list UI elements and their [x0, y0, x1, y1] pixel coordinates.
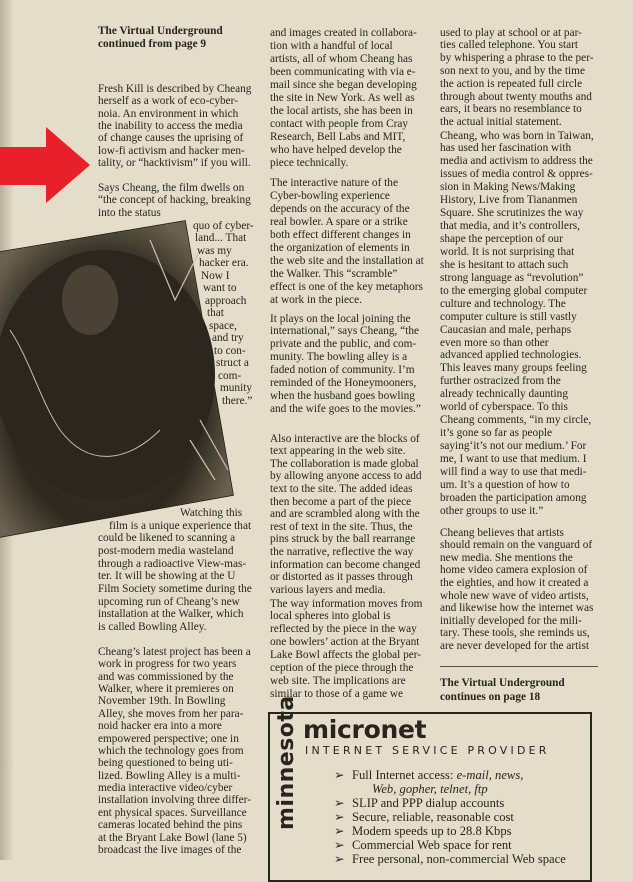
- text-line: installation at the Walker, which: [98, 608, 244, 621]
- text-line: who have helped develop the: [270, 143, 402, 156]
- ad-brand-logo: micronet: [303, 715, 427, 744]
- text-line: both effect different changes in: [270, 228, 411, 241]
- text-line: Research, Bell Labs and MIT,: [270, 130, 406, 143]
- text-line: um. It’s a question of how to: [440, 478, 570, 491]
- text-line: real bowler. A spare or a strike: [270, 215, 408, 228]
- text-line: hacker era.: [199, 257, 249, 270]
- text-line: “the concept of hacking, breaking: [98, 194, 251, 207]
- text-line: information can become changed: [270, 558, 421, 571]
- article-paragraph: [98, 182, 251, 220]
- text-line: the organization of elements in: [270, 241, 410, 254]
- article-paragraph: [270, 598, 422, 701]
- text-line: world of cyberspace. To this: [440, 401, 568, 414]
- text-line: Square. She scrutinizes the way: [440, 207, 584, 220]
- text-line: even more so than other: [440, 336, 549, 349]
- text-line: text to the site. The added ideas: [270, 483, 413, 496]
- text-line: Cyber-bowling experience: [270, 189, 390, 202]
- ad-item-text: Free personal, non-commercial Web space: [352, 852, 566, 866]
- article-paragraph: [270, 313, 421, 416]
- article-paragraph: [440, 130, 594, 518]
- article-paragraph: [440, 27, 594, 129]
- text-line: at work in the piece.: [270, 293, 362, 306]
- text-line: November 19th. In Bowling: [98, 695, 226, 708]
- text-line: the local artists, she has been in: [270, 104, 413, 117]
- text-line: depends on the accuracy of the: [270, 202, 410, 215]
- text-line: Alley, she moves from her para-: [98, 707, 244, 720]
- text-line: work in progress for two years: [98, 658, 237, 671]
- article-paragraph: [98, 83, 251, 170]
- text-line: web site. The implications are: [270, 674, 406, 687]
- text-line: mail since she began developing: [270, 78, 417, 91]
- text-line: by whispering a phrase to the per-: [440, 52, 594, 65]
- text-line: the web site and the installation at: [270, 254, 424, 267]
- text-line: strong language as “revolution”: [440, 271, 584, 284]
- arrowhead-bullet-icon: ➢: [334, 796, 345, 810]
- text-line: used to play at school or at par-: [440, 26, 582, 39]
- continued-from-header: [98, 25, 223, 51]
- arrowhead-bullet-icon: ➢: [334, 838, 345, 852]
- text-line: contact with people from Cray: [270, 117, 409, 130]
- text-line: land... That: [195, 232, 247, 245]
- text-line: and try: [212, 332, 244, 345]
- text-line: into the status: [98, 206, 161, 219]
- text-line: will find a way to use that medi-: [440, 465, 587, 478]
- text-line: when the husband goes bowling: [270, 389, 415, 402]
- ad-item-text: Full Internet access:: [352, 768, 457, 782]
- text-line: media interactive video/cyber: [98, 782, 233, 795]
- text-line: Film Society sometime during the: [98, 583, 252, 596]
- text-line: new media. She mentions the: [440, 551, 573, 564]
- arrowhead-bullet-icon: ➢: [334, 810, 345, 824]
- text-line: initially developed for the mili-: [440, 614, 582, 627]
- arrowhead-bullet-icon: ➢: [334, 824, 345, 838]
- text-line: broaden the participation among: [440, 491, 587, 504]
- text-line: continued from page 9: [98, 37, 207, 50]
- text-line: the actual initial statement.: [440, 116, 562, 129]
- text-line: similar to those of a game we: [270, 687, 404, 700]
- text-line: film is a unique experience that: [109, 519, 252, 532]
- article-paragraph: [270, 27, 417, 170]
- text-line: international,” says Cheang, “the: [270, 325, 420, 338]
- text-line: shape the perception of our: [440, 233, 563, 246]
- text-line: rest of text in the site. Thus, the: [270, 520, 413, 533]
- text-line: me, I want to use that medium. I: [440, 452, 587, 465]
- text-line: want to: [203, 282, 237, 295]
- text-line: History, Live from Tiananmen: [440, 194, 578, 207]
- text-line: The Virtual Underground: [440, 677, 565, 689]
- text-line: tality, or “hacktivism” if you will.: [98, 157, 251, 170]
- text-line: the eighties, and how it created a: [440, 577, 589, 590]
- text-line: media and activism to address the: [440, 155, 593, 168]
- red-arrow-icon: [0, 125, 95, 205]
- text-line: low-fi activism and hacker men-: [98, 144, 245, 157]
- text-line: lized. Bowling Alley is a multi-: [98, 769, 241, 782]
- text-line: to con-: [214, 344, 246, 357]
- text-line: and was commissioned by the: [98, 670, 234, 683]
- text-line: which the technology goes from: [98, 744, 244, 757]
- text-line: The way information moves from: [270, 597, 423, 610]
- text-line: home video camera explosion of: [440, 564, 588, 577]
- text-line: Cheang comments, “in my circle,: [440, 414, 592, 427]
- text-line: or distorted as it passes through: [270, 571, 413, 584]
- text-line: tary. These tools, she reminds us,: [440, 627, 590, 640]
- text-line: Walker, where it premieres on: [98, 682, 234, 695]
- text-line: Cheang, who was born in Taiwan,: [440, 129, 594, 142]
- text-line: been communicating with via e-: [270, 65, 416, 78]
- text-line: tion with a handful of local: [270, 39, 393, 52]
- text-line: one bowlers’ action at the Bryant: [270, 636, 420, 649]
- article-paragraph: [270, 177, 424, 307]
- text-line: that media, and it’s controllers,: [440, 220, 580, 233]
- text-line: The collaboration is made global: [270, 457, 419, 470]
- text-line: artists, all of whom Cheang has: [270, 52, 413, 65]
- text-line: the narrative, reflective the way: [270, 546, 414, 559]
- text-line: Now I: [201, 269, 230, 282]
- text-line: through about twenty mouths and: [440, 90, 592, 103]
- text-line: at the Bryant Lake Bowl (lane 5): [98, 831, 247, 844]
- text-line: noia. An environment in which: [98, 107, 239, 120]
- text-line: Caucasian and male, perhaps: [440, 323, 572, 336]
- article-paragraph: [440, 527, 593, 653]
- text-line: culture and technology. The: [440, 297, 566, 310]
- text-line: whole new wave of video artists,: [440, 589, 589, 602]
- text-line: ent physical spaces. Surveillance: [98, 806, 247, 819]
- text-line: was my: [197, 244, 232, 257]
- text-line: should remain on the vanguard of: [440, 539, 593, 552]
- text-line: herself as a work of eco-cyber-: [98, 95, 238, 108]
- text-line: issues of media control & oppres-: [440, 168, 593, 181]
- text-line: and are scrambled along with the: [270, 508, 420, 521]
- article-paragraph: [98, 646, 251, 857]
- text-line: Also interactive are the blocks of: [270, 432, 420, 445]
- text-line: private and the public, and com-: [270, 338, 417, 351]
- ad-list-item: [334, 852, 566, 866]
- text-line: sion in Making News/Making: [440, 181, 576, 194]
- text-line: broadcast the live images of the: [98, 844, 242, 857]
- column-divider: [440, 666, 598, 667]
- ad-item-text: Commercial Web space for rent: [352, 838, 512, 852]
- ad-list-item: [334, 768, 523, 782]
- text-line: text appearing in the web site.: [270, 445, 406, 458]
- text-line: computer culture is still vastly: [440, 310, 577, 323]
- text-line: approach: [205, 294, 247, 307]
- text-line: has used her fascination with: [440, 142, 572, 155]
- text-line: It plays on the local joining the: [270, 312, 411, 325]
- text-line: pins struck by the ball rearrange: [270, 533, 416, 546]
- text-line: Fresh Kill is described by Cheang: [98, 82, 252, 95]
- text-line: reflected by the piece in the way: [270, 623, 417, 636]
- text-line: and likewise how the internet was: [440, 602, 594, 615]
- text-line: and the wife goes to the movies.”: [270, 402, 421, 415]
- text-line: ter. It will be showing at the U: [98, 570, 236, 583]
- text-line: by allowing anyone access to add: [270, 470, 422, 483]
- text-line: there.”: [222, 394, 253, 407]
- text-line: son next to you, and by the time: [440, 64, 585, 77]
- text-line: ears, it bears no resemblance to: [440, 103, 582, 116]
- text-line: The Virtual Underground: [98, 24, 223, 37]
- text-line: Lake Bowl affects the global per-: [270, 649, 422, 662]
- text-line: world. It is not surprising that: [440, 245, 575, 258]
- text-line: The interactive nature of the: [270, 176, 398, 189]
- text-line: other groups to use it.”: [440, 504, 544, 517]
- ad-list-item: [334, 796, 504, 810]
- text-line: already technically daunting: [440, 388, 568, 401]
- text-line: to the emerging global computer: [440, 284, 588, 297]
- ad-item-services-continued: Web, gopher, telnet, ftp: [372, 782, 488, 796]
- text-line: reminded of the Honeymooners,: [270, 377, 417, 389]
- text-line: further ostracized from the: [440, 375, 561, 388]
- ad-list-item: [334, 824, 512, 838]
- text-line: ception of the piece through the: [270, 662, 414, 674]
- continues-on-footer: [440, 676, 565, 704]
- text-line: Cheang’s latest project has been a: [98, 645, 251, 658]
- article-paragraph: [270, 433, 422, 597]
- text-line: is called Bowling Alley.: [98, 621, 207, 634]
- text-line: com-: [218, 369, 242, 382]
- text-line: saying‘it’s not our medium.’ For: [440, 440, 587, 453]
- text-line: continues on page 18: [440, 691, 541, 703]
- text-line: could be likened to scanning a: [98, 532, 236, 545]
- text-line: noid hacker era into a more: [98, 720, 222, 733]
- ad-list-item: [334, 810, 514, 824]
- text-line: being questioned to being uti-: [98, 757, 233, 770]
- text-line: local spheres into global is: [270, 610, 391, 623]
- text-line: Cheang believes that artists: [440, 526, 564, 539]
- text-line: piece technically.: [270, 156, 349, 169]
- text-line: that: [207, 307, 224, 320]
- text-line: munity. The bowling alley is a: [270, 351, 408, 364]
- ad-item-text: Modem speeds up to 28.8 Kbps: [352, 824, 512, 838]
- text-line: the site in New York. As well as: [270, 91, 415, 104]
- text-line: faded notion of community. I’m: [270, 364, 415, 377]
- arrowhead-bullet-icon: ➢: [334, 852, 345, 866]
- text-line: post-modern media wasteland: [98, 545, 234, 558]
- text-line: the inability to access the media: [98, 119, 243, 132]
- text-line: she is hesitant to attach such: [440, 258, 569, 271]
- text-line: then become a part of the piece: [270, 495, 412, 508]
- text-line: empowered perspective; one in: [98, 732, 239, 745]
- ad-item-text: SLIP and PPP dialup accounts: [352, 796, 505, 810]
- arrowhead-bullet-icon: ➢: [334, 768, 345, 782]
- text-line: space,: [209, 319, 237, 332]
- text-line: are never developed for the artist: [440, 640, 589, 653]
- text-line: This leaves many groups feeling: [440, 362, 587, 375]
- text-line: the Walker. This “scramble”: [270, 267, 398, 280]
- text-line: effect is one of the key metaphors: [270, 280, 423, 293]
- text-line: quo of cyber-: [193, 219, 254, 232]
- article-paragraph: [98, 520, 252, 634]
- text-line: and images created in collabora-: [270, 26, 417, 39]
- text-line: Says Cheang, the film dwells on: [98, 181, 245, 194]
- text-line: of change causes the uprising of: [98, 132, 244, 145]
- ad-state-logo: minnesota: [274, 695, 299, 830]
- text-line: munity: [220, 382, 253, 395]
- text-line: advanced applied technologies.: [440, 349, 582, 362]
- text-line: installation involving three differ-: [98, 794, 251, 807]
- text-line: cameras located behind the pins: [98, 819, 243, 832]
- text-line: it’s gone so far as people: [440, 427, 552, 440]
- ad-tagline: INTERNET SERVICE PROVIDER: [305, 744, 550, 757]
- ad-list-item: [334, 838, 512, 852]
- text-line: struct a: [216, 357, 249, 370]
- text-line: ties called telephone. You start: [440, 39, 579, 52]
- text-line: Watching this: [180, 506, 243, 519]
- text-line: the action is repeated full circle: [440, 77, 583, 90]
- text-line: through a radioactive View-mas-: [98, 557, 247, 570]
- ad-item-services: e-mail, news,: [456, 768, 524, 782]
- text-line: upcoming run of Cheang’s new: [98, 595, 240, 608]
- ad-item-text: Secure, reliable, reasonable cost: [352, 810, 514, 824]
- text-line: various layers and media.: [270, 583, 386, 596]
